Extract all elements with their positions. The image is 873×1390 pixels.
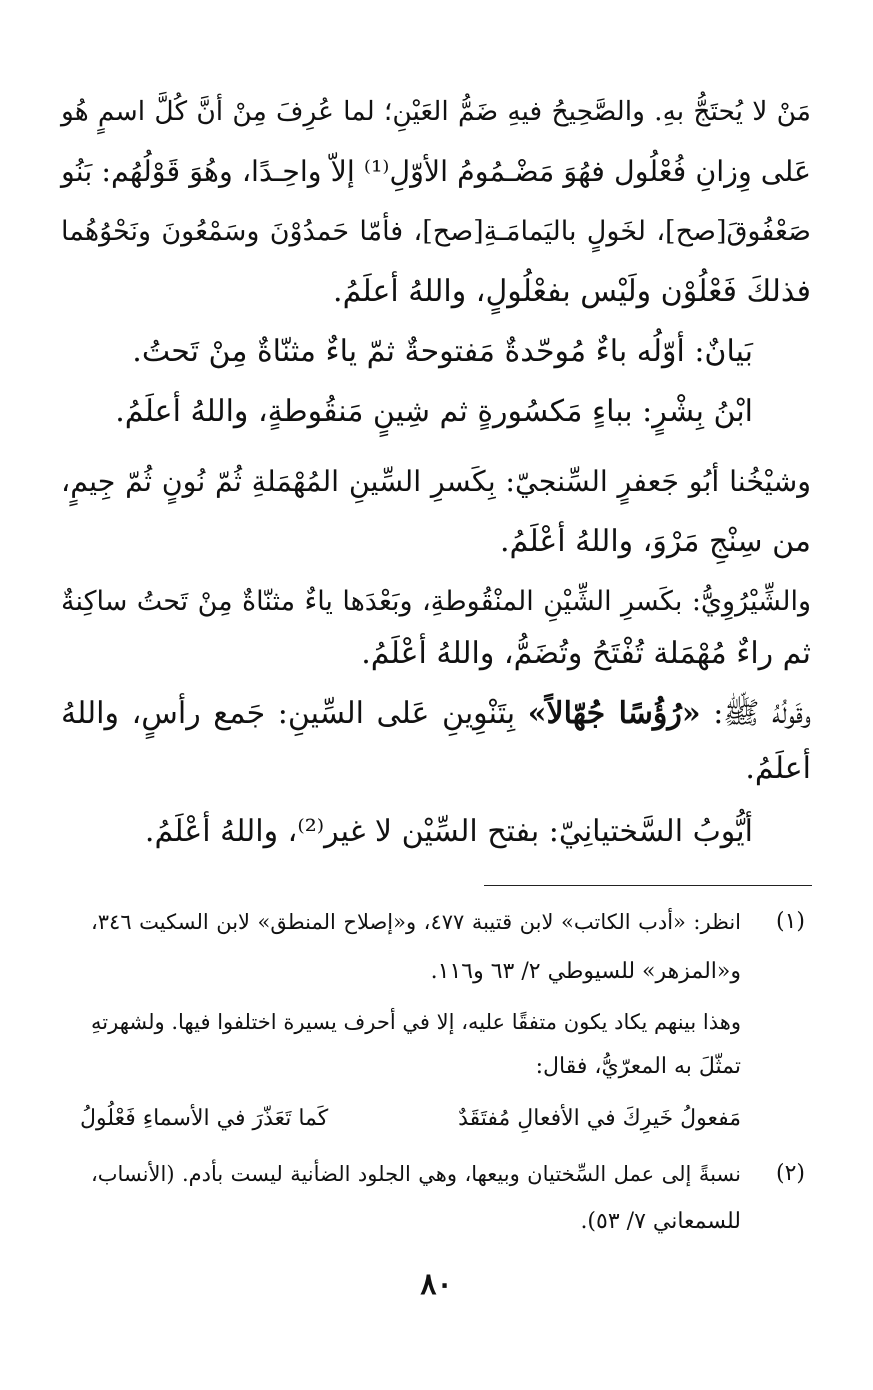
page-number: ٨٠ <box>420 1267 453 1302</box>
footnote-line: انظر: «أدب الكاتب» لابن قتيبة ٤٧٧، و«إصلاح المنطق» لابن السكيت ٣٤٦، <box>91 910 741 934</box>
text-line: من سِنْجِ مَرْوَ، واللهُ أعْلَمُ. <box>499 524 811 559</box>
text-line: ثم راءٌ مُهْمَلة تُفْتَحُ وتُضَمُّ، واللهُ أعْلَمُ. <box>361 636 811 671</box>
footnote-separator <box>484 885 812 886</box>
text-line: وشيْخُنا أبُو جَعفرٍ السِّنجيّ: بِكَسرِ السِّينِ المُهْمَلةِ ثُمّ نُونٍ ثُمّ جِيمٍ، <box>61 465 811 498</box>
text-line: والشِّيْرُوِيُّ: بكَسرِ الشِّيْنِ المنْقُوطةِ، وبَعْدَها ياءٌ مثنّاةٌ مِنْ تَحتُ ساكِنةٌ <box>61 586 811 617</box>
text-line: أيُّوبُ السَّختيانِيّ: بفتح السِّيْن لا غير⁽²⁾، واللهُ أعْلَمُ. <box>144 814 753 849</box>
footnote-line: و«المزهر» للسيوطي ٢/ ٦٣ و١١٦. <box>430 959 741 984</box>
text-line: ابْنُ بِشْرٍ: بباءٍ مَكسُورةٍ ثم شِينٍ مَنقُوطةٍ، واللهُ أعلَمُ. <box>115 394 753 429</box>
verse-first-hemistich: مَفعولُ خَيرِكَ في الأفعالِ مُفتَقَدٌ <box>458 1106 741 1131</box>
text-segment: وقَولُهُ ﷺ: <box>713 696 811 731</box>
footnote-line: للسمعاني ٧/ ٥٣). <box>580 1209 741 1234</box>
text-line: مَنْ لا يُحتَجُّ بهِ. والصَّحِيحُ فيهِ ضَمُّ العَيْنِ؛ لما عُرِفَ مِنْ أنَّ كُلَّ اسمٍ هُو <box>61 96 811 127</box>
text-line: بَيانٌ: أوّلُه باءٌ مُوحّدةٌ مَفتوحةٌ ثمّ ياءٌ مثنّاةٌ مِنْ تَحتُ. <box>132 334 753 369</box>
text-line: فذلكَ فَعْلُوْن ولَيْس بفعْلُولٍ، واللهُ أعلَمُ. <box>333 274 811 309</box>
footnote-line: نسبةً إلى عمل السِّختيان وبيعها، وهي الجلود الضأنية ليست بأدم. (الأنساب، <box>91 1162 741 1186</box>
footnote-line: وهذا بينهم يكاد يكون متفقًا عليه، إلا في أحرف يسيرة اختلفوا فيها. ولشهرتهِ <box>91 1010 741 1034</box>
text-line: عَلى وِزانِ فُعْلُول فهُوَ مَضْـمُومُ الأوّلِ⁽¹⁾ إلاّ واحِـدًا، وهُوَ قَوْلُهُم: بَنُو <box>61 155 812 188</box>
footnote-number: (٢) <box>775 1161 805 1186</box>
footnote-number: (١) <box>775 909 805 934</box>
text-line: صَعْفُوقَ[صح]، لخَولٍ باليَمامَـةِ[صح]، فأمّا حَمدُوْنَ وسَمْعُونَ ونَحْوُهُما <box>61 216 811 247</box>
text-segment: بِتَنْوِينِ عَلى السِّينِ: جَمع رأسٍ، واللهُ <box>61 696 516 731</box>
text-line: أعلَمُ. <box>745 751 811 786</box>
hadith-quote: «رُؤُسًا جُهّالاً» <box>527 696 701 731</box>
verse-second-hemistich: كَما تَعَذّرَ في الأسماءِ فَعْلُولُ <box>80 1106 329 1131</box>
footnote-line: تمثّلَ به المعرّيُّ، فقال: <box>535 1054 741 1079</box>
text-line <box>61 690 811 738</box>
